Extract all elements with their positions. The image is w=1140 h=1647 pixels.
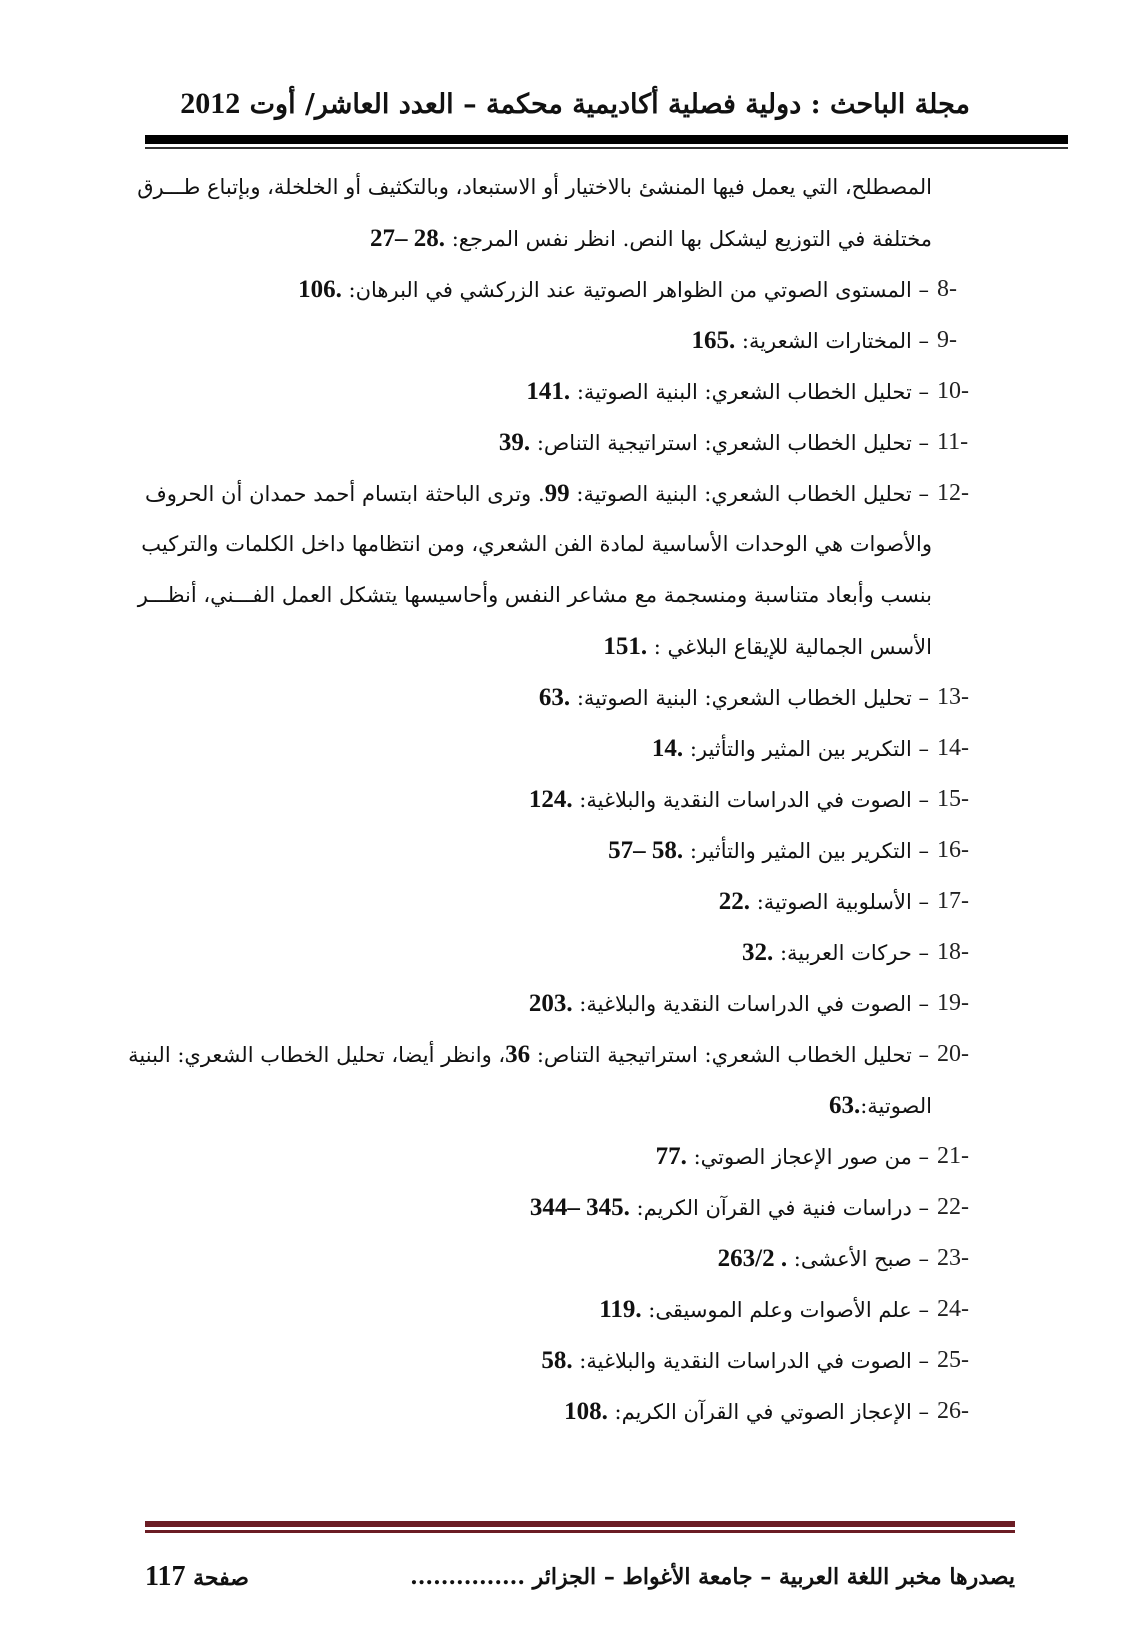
footnote-18: 18- – حركات العربية: 32. <box>145 927 987 978</box>
footnote-number: 13- <box>937 684 969 710</box>
journal-title: مجلة الباحث : دولية فصلية أكاديمية محكمة – العدد العاشر/ أوت <box>249 89 970 120</box>
footnote-12: 12- – تحليل الخطاب الشعري: البنية الصوتية: 99. وترى الباحثة ابتسام أحمد حمدان أن الحروف <box>145 468 987 519</box>
footnote-number: 18- <box>937 939 969 965</box>
header-rule-thin <box>145 147 1068 149</box>
footnote-20-line-2: الصوتية:63. <box>828 1092 932 1119</box>
footnote-number: 23- <box>937 1245 969 1271</box>
page-number: صفحة 117 <box>145 1561 249 1592</box>
footnote-24: 24- – علم الأصوات وعلم الموسيقى: 119. <box>145 1284 987 1335</box>
footnote-10: 10- – تحليل الخطاب الشعري: البنية الصوتية: 141. <box>145 366 987 417</box>
footnote-12-line-4: الأسس الجمالية للإيقاع البلاغي : 151. <box>603 633 932 660</box>
footer-rule-thin <box>145 1530 1015 1533</box>
footnote-number: 14- <box>937 735 969 761</box>
journal-year: 2012 <box>180 87 241 120</box>
footnote-25: 25- – الصوت في الدراسات النقدية والبلاغية: 58. <box>145 1335 987 1386</box>
footnote-number: 11- <box>937 429 969 455</box>
footnote-number: 10- <box>937 378 969 404</box>
footnotes-body <box>128 162 987 1437</box>
footnote-number: 20- <box>937 1041 969 1067</box>
footnote-16: 16- – التكرير بين المثير والتأثير: 57– 58. <box>145 825 987 876</box>
footnote-22: 22- – دراسات فنية في القرآن الكريم: 344– 345. <box>145 1182 987 1233</box>
footer-publisher: يصدرها مخبر اللغة العربية – جامعة الأغواط – الجزائر ............... <box>410 1564 1015 1590</box>
footnote-number: 9- <box>937 327 957 353</box>
footnote-19: 19- – الصوت في الدراسات النقدية والبلاغية: 203. <box>145 978 987 1029</box>
footnote-23: 23- – صبح الأعشى: 263/2 . <box>145 1233 987 1284</box>
footnote-8: 8- – المستوى الصوتي من الظواهر الصوتية عند الزركشي في البرهان: 106. <box>145 264 987 315</box>
footnote-number: 24- <box>937 1296 969 1322</box>
header-rule-thick <box>145 135 1068 144</box>
footnote-9: 9- – المختارات الشعرية: 165. <box>145 315 987 366</box>
footnote-number: 12- <box>937 480 969 506</box>
footnote-20: 20- – تحليل الخطاب الشعري: استراتيجية التناص: 36، وانظر أيضا، تحليل الخطاب الشعري: البنية <box>145 1029 987 1080</box>
footnote-number: 19- <box>937 990 969 1016</box>
footnote-number: 22- <box>937 1194 969 1220</box>
footnote-number: 15- <box>937 786 969 812</box>
footnote-14: 14- – التكرير بين المثير والتأثير: 14. <box>145 723 987 774</box>
footer-rule-thick <box>145 1521 1015 1527</box>
continuation-line-1: المصطلح، التي يعمل فيها المنشئ بالاختيار أو الاستبعاد، وبالتكثيف أو الخلخلة، وبإتباع طـــرق <box>137 175 932 199</box>
footnote-15: 15- – الصوت في الدراسات النقدية والبلاغية: 124. <box>145 774 987 825</box>
page-footer <box>145 1555 1015 1599</box>
footnote-13: 13- – تحليل الخطاب الشعري: البنية الصوتية: 63. <box>145 672 987 723</box>
footnote-number: 16- <box>937 837 969 863</box>
footnote-number: 17- <box>937 888 969 914</box>
footnote-21: 21- – من صور الإعجاز الصوتي: 77. <box>145 1131 987 1182</box>
continuation-line-2: مختلفة في التوزيع ليشكل بها النص. انظر نفس المرجع: 27– 28. <box>370 225 932 252</box>
footnote-12-line-3: بنسب وأبعاد متناسبة ومنسجمة مع مشاعر النفس وأحاسيسها يتشكل العمل الفـــني، أنظـــر <box>137 583 932 607</box>
footnote-26: 26- – الإعجاز الصوتي في القرآن الكريم: 108. <box>145 1386 987 1437</box>
footnote-12-line-2: والأصوات هي الوحدات الأساسية لمادة الفن الشعري، ومن انتظامها داخل الكلمات والتركيب <box>141 532 932 556</box>
footnote-11: 11- – تحليل الخطاب الشعري: استراتيجية التناص: 39. <box>145 417 987 468</box>
footnote-number: 26- <box>937 1398 969 1424</box>
journal-header <box>180 84 970 125</box>
footnote-number: 21- <box>937 1143 969 1169</box>
footnote-17: 17- – الأسلوبية الصوتية: 22. <box>145 876 987 927</box>
footnote-number: 25- <box>937 1347 969 1373</box>
footnote-number: 8- <box>937 276 957 302</box>
